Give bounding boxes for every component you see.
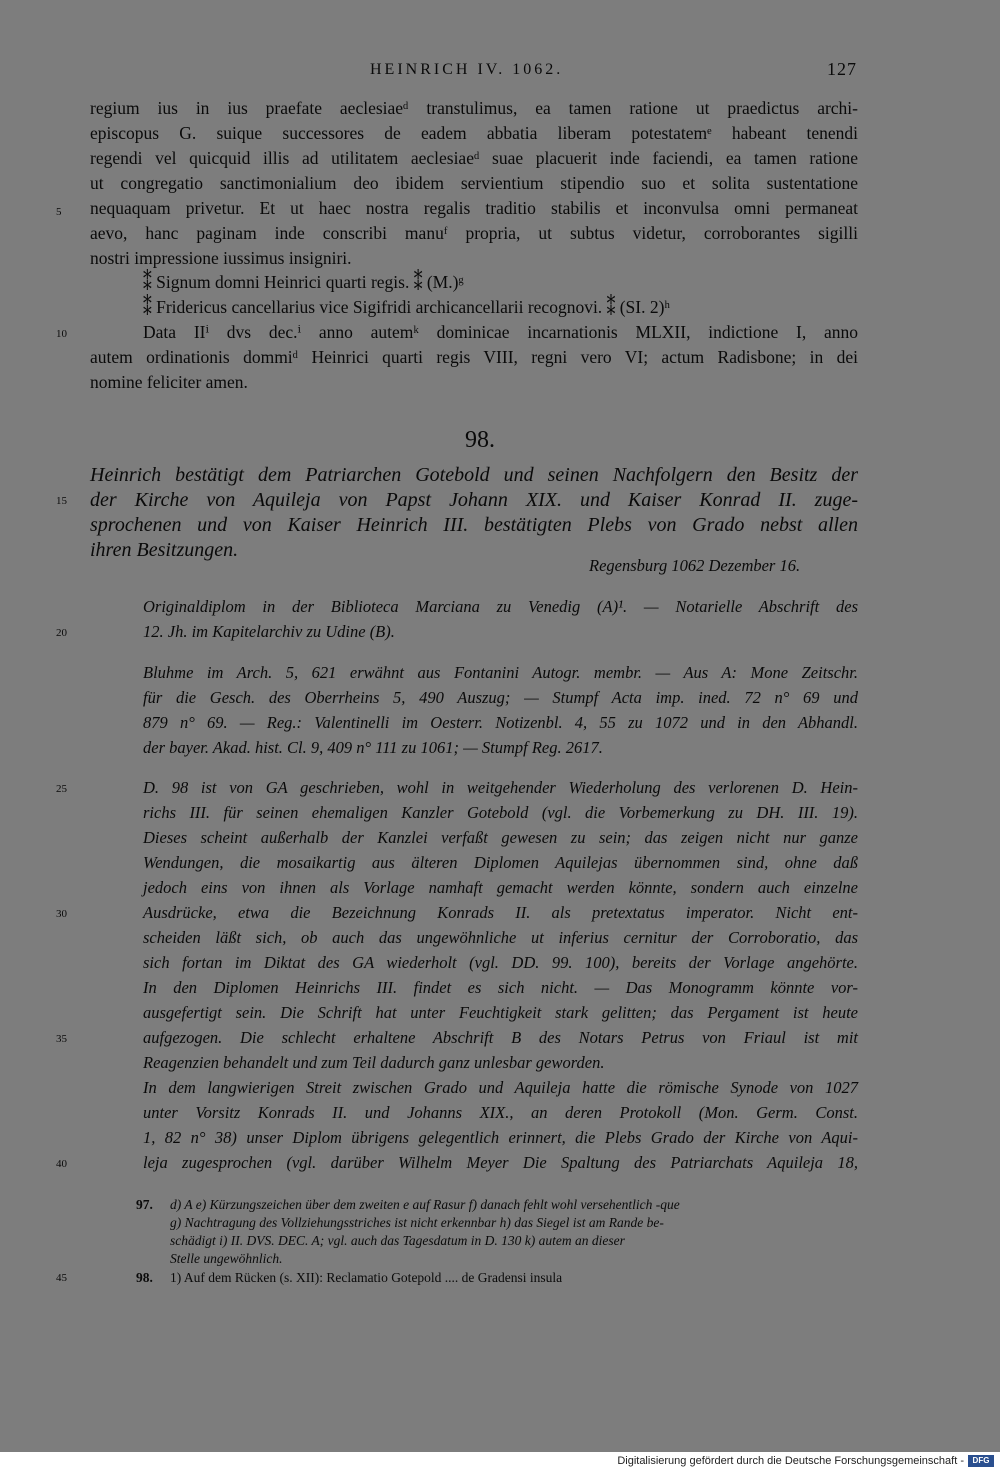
text-line: ut congregatio sanctimonialium deo ibidem servientium stipendio suo et solita sustentatione <box>90 173 858 193</box>
tradition-line: 12. Jh. im Kapitelarchiv zu Udine (B). <box>143 622 395 641</box>
commentary-line: In dem langwierigen Streit zwischen Grado und Aquileja hatte die römische Synode von 1027 <box>143 1078 858 1097</box>
literature-line: 879 n° 69. — Reg.: Valentinelli im Oesterr. Notizenbl. 4, 55 zu 1072 und in den Abhandl. <box>143 713 858 732</box>
cross-mark-icon: ⁑ <box>143 294 152 320</box>
cross-mark-icon: ⁑ <box>143 269 152 295</box>
literature-line: Bluhme im Arch. 5, 621 erwähnt aus Fontanini Autogr. membr. — Aus A: Mone Zeitschr. <box>143 663 858 682</box>
line-number: 25 <box>56 783 67 795</box>
tradition-line: Originaldiplom in der Biblioteca Marciana zu Venedig (A)¹. — Notarielle Abschrift des <box>143 597 858 616</box>
line-number: 30 <box>56 908 67 920</box>
monogram-note: (M.)ᵍ <box>426 272 464 292</box>
commentary-line: Reagenzien behandelt und zum Teil dadurch ganz unlesbar geworden. <box>143 1053 605 1072</box>
commentary-line: scheiden läßt sich, ob auch das ungewöhnliche ut inferius cernitur der Corroboratio, das <box>143 928 858 947</box>
commentary-line: jedoch eins von ihnen als Vorlage namhaft gemacht werden könnte, sondern auch einzelne <box>143 878 858 897</box>
line-number: 15 <box>56 495 67 507</box>
line-number: 5 <box>56 206 62 218</box>
dfg-logo-icon: DFG <box>968 1455 994 1467</box>
line-number: 10 <box>56 328 67 340</box>
footnote-line: 1) Auf dem Rücken (s. XII): Reclamatio Gotepold .... de Gradensi insula <box>170 1270 563 1285</box>
signum-text: Signum domni Heinrici quarti regis. <box>156 272 410 292</box>
commentary-line: leja zugesprochen (vgl. darüber Wilhelm Meyer Die Spaltung des Patriarchats Aquileja 18, <box>143 1153 858 1172</box>
text-line: nostri impressione iussimus insigniri. <box>90 248 352 268</box>
funding-footer <box>0 1452 1000 1471</box>
commentary-line: unter Vorsitz Konrads II. und Johanns XIX., an deren Protokoll (Mon. Germ. Const. <box>143 1103 858 1122</box>
commentary-line: richs III. für seinen ehemaligen Kanzler Gotebold (vgl. die Vorbemerkung zu DH. III. 19). <box>143 803 858 822</box>
signum-line <box>143 269 464 295</box>
recognition-line <box>143 294 671 320</box>
line-number: 35 <box>56 1033 67 1045</box>
document-number: 98. <box>465 427 495 453</box>
footnote-line: g) Nachtragung des Vollziehungsstriches ist nicht erkennbar h) das Siegel ist am Rande be- <box>170 1215 664 1230</box>
text-line: nequaquam privetur. Et ut haec nostra regalis traditio stabilis et inconvulsa omni permaneat <box>90 198 858 218</box>
text-line: aevo, hanc paginam inde conscribi manuᶠ propria, ut subtus videtur, corroborantes sigilli <box>90 223 858 243</box>
funding-text: Digitalisierung gefördert durch die Deutsche Forschungsgemeinschaft - <box>617 1455 964 1467</box>
line-number: 20 <box>56 627 67 639</box>
text-line: regendi vel quicquid illis ad utilitatem aeclesiaeᵈ suae placuerit inde faciendi, ea tamen ratione <box>90 148 858 168</box>
dating-line: autem ordinationis dommiᵈ Heinrici quarti regis VIII, regni vero VI; actum Radisbone; in dei <box>90 347 858 367</box>
seal-note: (SI. 2)ʰ <box>619 297 671 317</box>
text-line: regium ius in ius praefate aeclesiaeᵈ transtulimus, ea tamen ratione ut praedictus archi- <box>90 98 858 118</box>
text-line: episcopus G. suique successores de eadem abbatia liberam potestatemᵉ habeant tenendi <box>90 123 858 143</box>
dating-line: Data IIⁱ dvs dec.ⁱ anno autemᵏ dominicae incarnationis MLXII, indictione I, anno <box>143 322 858 342</box>
commentary-line: In den Diplomen Heinrichs III. findet es sich nicht. — Das Monogramm könnte vor- <box>143 978 858 997</box>
regest-line: sprochenen und von Kaiser Heinrich III. bestätigten Plebs von Grado nebst allen <box>90 514 858 536</box>
dating-line: nomine feliciter amen. <box>90 372 248 392</box>
footnote-line: d) A e) Kürzungszeichen über dem zweiten e auf Rasur f) danach fehlt wohl versehentlich -que <box>170 1197 680 1212</box>
regest-line: der Kirche von Aquileja von Papst Johann XIX. und Kaiser Konrad II. zuge- <box>90 489 858 511</box>
commentary-line: Ausdrücke, etwa die Bezeichnung Konrads II. als pretextatus imperator. Nicht ent- <box>143 903 858 922</box>
footnote-line: schädigt i) II. DVS. DEC. A; vgl. auch das Tagesdatum in D. 130 k) autem an dieser <box>170 1233 625 1248</box>
commentary-line: Wendungen, die mosaikartig aus älteren Diplomen Aquilejas übernommen sind, ohne daß <box>143 853 858 872</box>
commentary-line: sich fortan im Diktat des GA wiederholt (vgl. DD. 99. 100), bereits der Vorlage angehörte. <box>143 953 858 972</box>
literature-line: für die Gesch. des Oberrheins 5, 490 Auszug; — Stumpf Acta imp. ined. 72 n° 69 und <box>143 688 858 707</box>
cross-mark-icon: ⁑ <box>413 269 423 295</box>
commentary-line: ausgefertigt sein. Die Schrift hat unter Feuchtigkeit stark gelitten; das Pergament ist heute <box>143 1003 858 1022</box>
regest-line: Heinrich bestätigt dem Patriarchen Gotebold und seinen Nachfolgern den Besitz der <box>90 464 858 486</box>
commentary-line: aufgezogen. Die schlecht erhaltene Abschrift B des Notars Petrus von Friaul ist mit <box>143 1028 858 1047</box>
page-number: 127 <box>827 59 857 79</box>
commentary-line: Dieses scheint außerhalb der Kanzlei verfaßt gewesen zu sein; das zeigen nicht nur ganze <box>143 828 858 847</box>
commentary-line: D. 98 ist von GA geschrieben, wohl in weitgehender Wiederholung des verlorenen D. Hein- <box>143 778 858 797</box>
place-date: Regensburg 1062 Dezember 16. <box>589 556 801 575</box>
footnote-doc-number: 98. <box>136 1270 153 1285</box>
running-head: HEINRICH IV. 1062. <box>370 61 564 78</box>
recognition-text: Fridericus cancellarius vice Sigifridi archicancellarii recognovi. <box>156 297 603 317</box>
commentary-line: 1, 82 n° 38) unser Diplom übrigens gelegentlich erinnert, die Plebs Grado der Kirche von Aqui- <box>143 1128 858 1147</box>
footnote-doc-number: 97. <box>136 1197 153 1212</box>
cross-mark-icon: ⁑ <box>606 294 616 320</box>
line-number: 45 <box>56 1272 67 1284</box>
footnote-line: Stelle ungewöhnlich. <box>170 1251 283 1266</box>
regest-line: ihren Besitzungen. <box>90 539 239 561</box>
line-number: 40 <box>56 1158 67 1170</box>
literature-line: der bayer. Akad. hist. Cl. 9, 409 n° 111 zu 1061; — Stumpf Reg. 2617. <box>143 738 603 757</box>
